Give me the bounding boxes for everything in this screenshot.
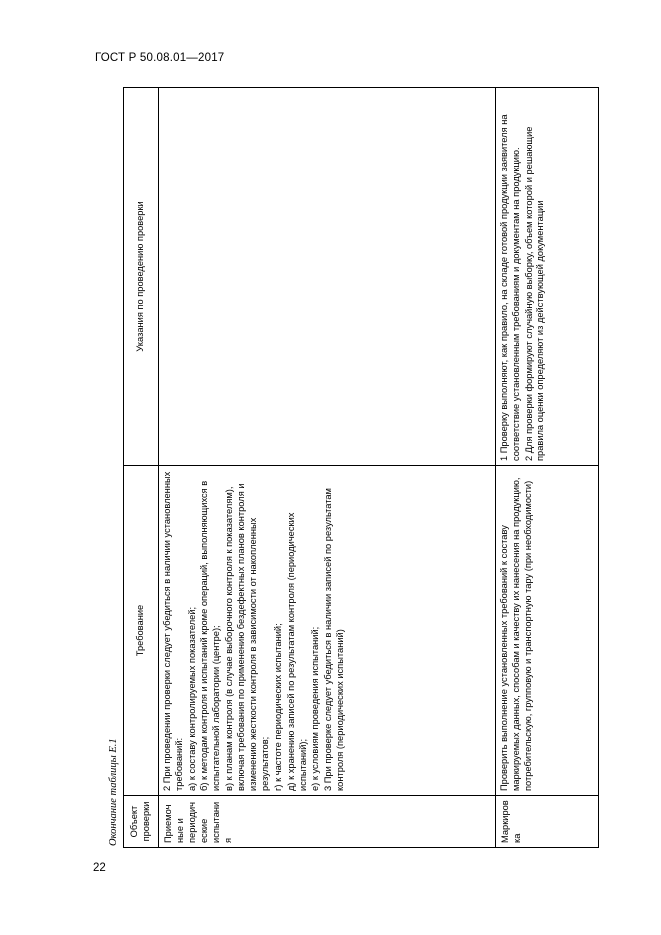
cell-requirement <box>495 465 598 795</box>
requirement-line: б) к методам контроля и испытаний кроме операций, выполняющихся в испытательной лаборатории (центре); <box>198 480 221 791</box>
column-header-instructions: Указания по проведению проверки <box>123 87 158 465</box>
requirement-line: 2 При проведении проверки следует убедиться в наличии установленных требований: <box>161 471 184 791</box>
cell-instructions <box>495 87 598 465</box>
rotated-table-wrapper <box>108 88 554 848</box>
requirement-line: Проверить выполнение установленных требований к составу маркируемых данных, способам и качеству их нанесения на продукцию, потребительскую, групповую и транспортную тару (при необходимости) <box>498 477 533 791</box>
column-header-object: Объект проверки <box>123 795 158 847</box>
cell-object: Маркировка <box>495 795 598 847</box>
instruction-line: 2 Для проверки формируют случайную выборку, объем которой и решающие правила оценки определяют из действующей документации <box>523 126 545 461</box>
instruction-line: 1 Проверку выполняют, как правило, на складе готовой продукции заявителя на соответствие установленным требованиям и документам на продукцию. <box>498 113 521 461</box>
requirement-line: а) к составу контролируемых показателей; <box>186 606 197 791</box>
requirement-line: д) к хранению записей по результатам контроля (периодических испытаний); <box>285 512 308 791</box>
checks-table <box>123 87 599 848</box>
requirement-line: в) к планам контроля (в случае выборочного контроля к показателям), включая требования по применению бездефектных планов контроля и изменению жесткости контроля в зависимости от накопленных результатов; <box>223 482 270 791</box>
page-number: 22 <box>93 862 106 874</box>
table-row <box>495 87 598 847</box>
table-caption: Окончание таблицы Е.1 <box>107 737 119 846</box>
requirement-line: 3 При проверке следует убедиться в наличии записей по результатам контроля (периодических испытаний) <box>322 487 345 791</box>
cell-object: Приемочные и периодические испытания <box>158 795 495 847</box>
requirement-line: г) к частоте периодических испытаний; <box>272 622 283 791</box>
column-header-requirement: Требование <box>123 465 158 795</box>
table-header <box>123 87 158 847</box>
requirement-line: е) к условиям проведения испытаний; <box>309 626 320 791</box>
cell-requirement <box>158 465 495 795</box>
cell-instructions <box>158 87 495 465</box>
document-header: ГОСТ Р 50.08.01—2017 <box>95 52 225 64</box>
table-header-row <box>123 87 158 847</box>
table-body <box>158 87 598 847</box>
table-row <box>158 87 495 847</box>
